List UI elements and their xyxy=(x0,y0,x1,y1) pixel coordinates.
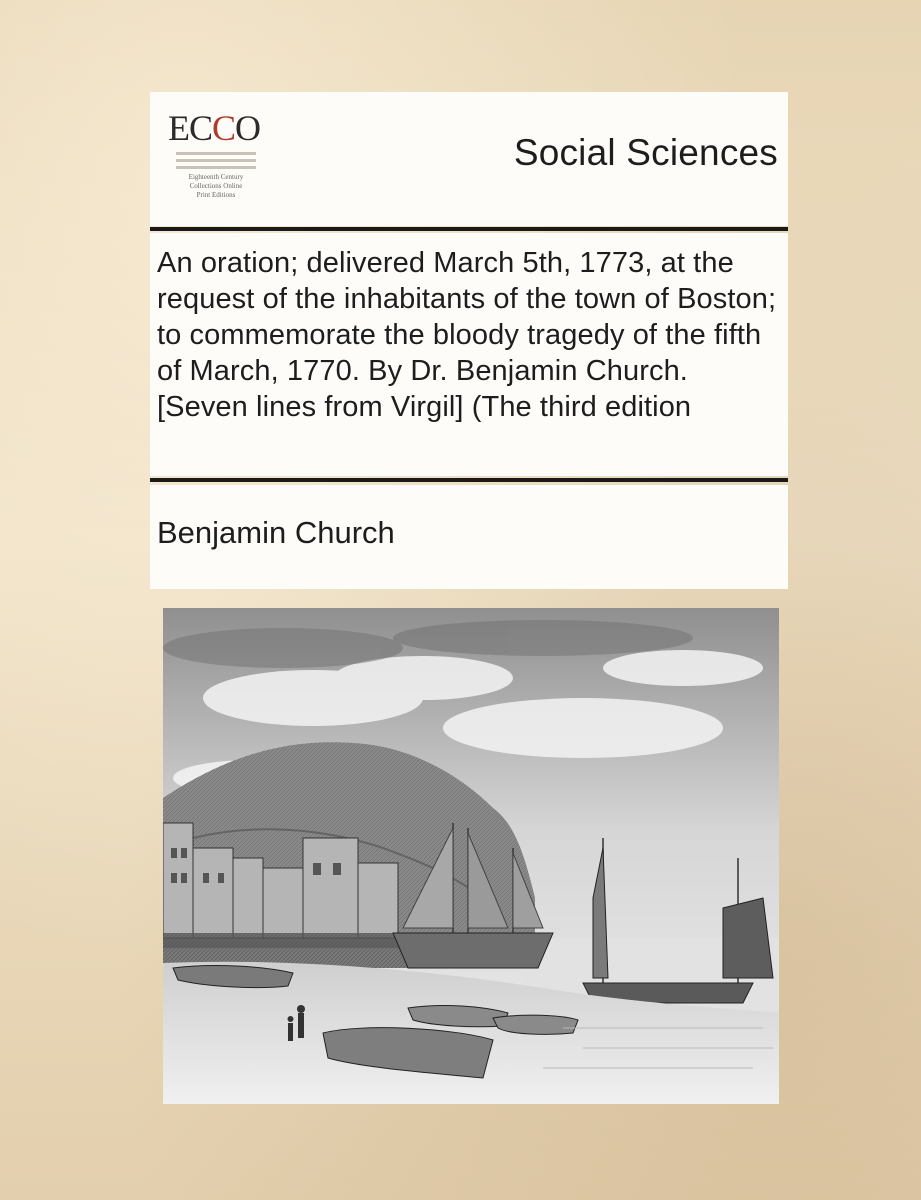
series-header xyxy=(150,92,788,226)
logo-caption: Eighteenth Century Collections Online Print Editions xyxy=(188,173,244,199)
divider-rule xyxy=(150,227,788,231)
ecco-logo xyxy=(168,110,264,210)
book-title: An oration; delivered March 5th, 1773, at the request of the inhabitants of the town of Boston; to commemorate the bloody tragedy of the fifth of March, 1770. By Dr. Benjamin Church. [Seven lines from Virgil] (The third edition xyxy=(157,247,777,423)
author-panel xyxy=(150,485,788,589)
title-panel xyxy=(150,233,788,476)
harbor-scene xyxy=(163,608,779,1104)
divider-rule xyxy=(150,478,788,482)
series-name: Social Sciences xyxy=(513,132,778,173)
book-author: Benjamin Church xyxy=(157,515,395,550)
logo-decoration xyxy=(168,152,264,169)
ecco-logo-mark: ECCO xyxy=(168,108,261,148)
harbor-engraving-illustration xyxy=(163,608,779,1104)
